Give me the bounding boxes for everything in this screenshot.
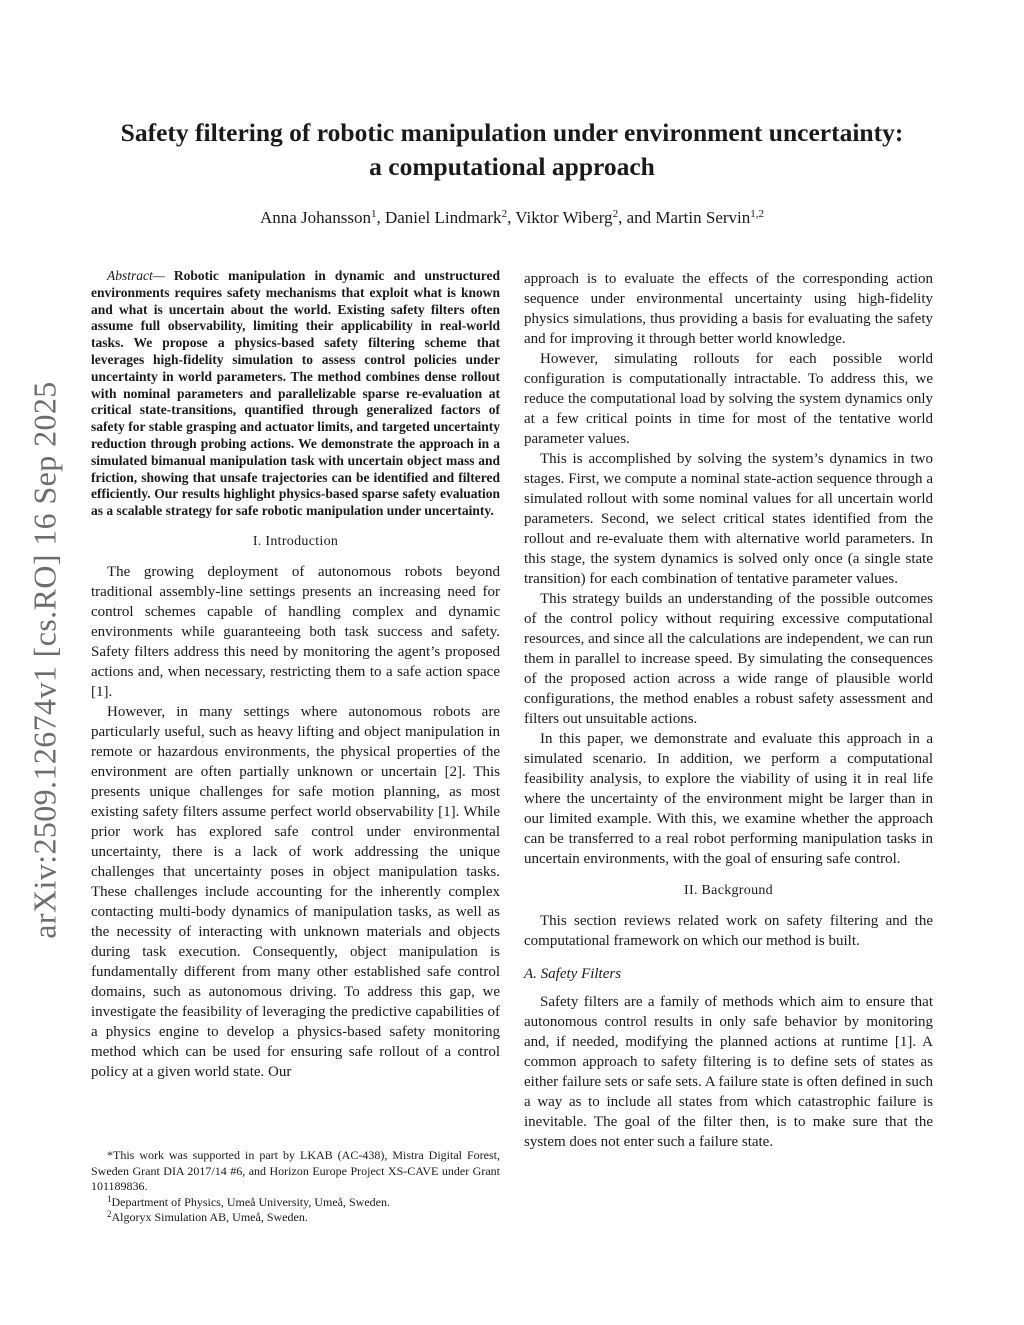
- body-paragraph: approach is to evaluate the effects of the corresponding action sequence under environmental uncertainty using high-fidelity physics simulations, thus providing a basis for evaluating the safety and for improving it through better world knowledge.: [524, 271, 933, 347]
- author-name: Anna Johansson: [259, 208, 371, 227]
- author-list: Anna Johansson$^1$, Daniel Lindmark$^2$, Viktor Wiberg$^2$, and Martin Servin$^{1,2}$: [259, 208, 765, 227]
- footnote-mark: 2: [107, 1209, 112, 1219]
- author-name: Viktor Wiberg: [515, 208, 613, 227]
- footnote-affiliation-2: [91, 1210, 500, 1226]
- author-affiliation: 1: [370, 208, 377, 220]
- body-paragraph: This section reviews related work on safety filtering and the computational framework on which our method is built.: [524, 913, 933, 949]
- footnote-text: *This work was supported in part by LKAB (AC-438), Mistra Digital Forest, Sweden Grant DIA 2017/14 #6, and Horizon Europe Project XS-CAVE under Grant 101189836.: [91, 1148, 500, 1193]
- author-name: Martin Servin: [655, 208, 751, 227]
- left-column: [91, 268, 500, 1082]
- author-name: Daniel Lindmark: [384, 208, 502, 227]
- arxiv-identifier-text: arXiv:2509.12674v1 [cs.RO] 16 Sep 2025: [26, 381, 63, 939]
- author-affiliation: 2: [612, 208, 619, 220]
- section-heading-background: II. Background: [684, 883, 773, 898]
- abstract-text: Robotic manipulation in dynamic and unstructured environments requires safety mechanisms that exploit what is known and what is uncertain about the world. Existing safety filters often assume full observability, limiting their applicability in real-world tasks. We propose a physics-based safety filtering scheme that leverages high-fidelity simulation to assess control policies under uncertainty in world parameters. The method combines dense rollout with nominal parameters and parallelizable sparse re-evaluation at critical state-transitions, quantified through generalized factors of safety for stable grasping and actuator limits, and targeted uncertainty reduction through probing actions. We demonstrate the approach in a simulated bimanual manipulation task with uncertain object mass and friction, showing that unsafe trajectories can be identified and filtered efficiently. Our results highlight physics-based sparse safety evaluation as a scalable strategy for safe robotic manipulation under uncertainty.: [91, 268, 500, 519]
- section-heading-introduction: I. Introduction: [252, 533, 339, 549]
- footnotes: [91, 1148, 500, 1226]
- abstract-lead: Abstract—: [107, 268, 165, 283]
- abstract: [91, 268, 500, 520]
- title-line-1: Safety filtering of robotic manipulation under environment uncertainty:: [120, 118, 904, 147]
- footnote-affiliation-1: [91, 1195, 500, 1211]
- footnote-funding: [91, 1148, 500, 1195]
- body-paragraph: However, simulating rollouts for each possible world configuration is computationally intractable. To address this, we reduce the computational load by solving the system dynamics only at a few critical points in time for most of the tentative world parameter values.: [524, 351, 933, 447]
- body-paragraph: This strategy builds an understanding of the possible outcomes of the control policy without requiring excessive computational resources, and since all the calculations are independent, we can run them in parallel to increase speed. By simulating the consequences of the proposed action across a wide range of plausible world configurations, the method enables a robust safety assessment and filters out unsuitable actions.: [524, 591, 933, 727]
- footnote-text: Algoryx Simulation AB, Umeå, Sweden.: [111, 1210, 308, 1224]
- footnote-mark: 1: [107, 1193, 112, 1204]
- subsection-heading-safety-filters: A. Safety Filters: [524, 966, 622, 982]
- body-paragraph: The growing deployment of autonomous robots beyond traditional assembly-line settings presents an increasing need for control schemes capable of handling complex and dynamic environments while guaranteeing both task success and safety. Safety filters address this need by monitoring the agent’s proposed actions and, when necessary, restricting them to a safe action space [1].: [91, 563, 500, 700]
- author-affiliation: 2: [501, 208, 508, 220]
- author-affiliation: 1,2: [750, 208, 765, 220]
- title-line-2: a computational approach: [369, 152, 655, 181]
- footnote-text: Department of Physics, Umeå University, Umeå, Sweden.: [111, 1194, 390, 1209]
- body-paragraph: Safety filters are a family of methods which aim to ensure that autonomous control results in only safe behavior by monitoring and, if needed, modifying the planned actions at runtime [1]. A common approach to safety filtering is to define sets of states as either failure sets or safe sets. A failure state is often defined in such a way as to include all states from which catastrophic failure is inevitable. The goal of the filter then, is to make sure that the system does not enter such a failure state.: [524, 994, 933, 1150]
- body-paragraph: This is accomplished by solving the system’s dynamics in two stages. First, we compute a nominal state-action sequence through a simulated rollout with some nominal values for all uncertain world parameters. Second, we select critical states identified from the rollout and re-evaluate them with alternative world parameters. In this stage, the system dynamics is solved only once (a single state transition) for each combination of tentative parameter values.: [524, 451, 933, 587]
- paper-title: [60, 116, 964, 184]
- right-column: [524, 269, 933, 1152]
- body-paragraph: However, in many settings where autonomous robots are particularly useful, such as heavy lifting and object manipulation in remote or hazardous environments, the physical properties of the environment are often partially unknown or uncertain [2]. This presents unique challenges for safe motion planning, as most existing safety filters assume perfect world observability [1]. While prior work has explored safe control under environmental uncertainty, there is a lack of work addressing the unique challenges that uncertainty poses in object manipulation tasks. These challenges include accounting for the inherently complex contacting multi-body dynamics of manipulation tasks, as well as the necessity of interacting with unknown materials and objects during task execution. Consequently, object manipulation is fundamentally different from many other established safe control domains, such as autonomous driving. To address this gap, we investigate the feasibility of leveraging the predictive capabilities of a physics engine to develop a physics-based safety monitoring method which can be used for ensuring safe rollout of a control policy at a given world state. Our: [91, 703, 500, 1080]
- body-paragraph: In this paper, we demonstrate and evaluate this approach in a simulated scenario. In addition, we perform a computational feasibility analysis, to explore the viability of using it in real life where the uncertainty of the environment might be larger than in our limited example. With this, we examine whether the approach can be transferred to a real robot performing manipulation tasks in uncertain environments, with the goal of ensuring safe control.: [524, 731, 933, 867]
